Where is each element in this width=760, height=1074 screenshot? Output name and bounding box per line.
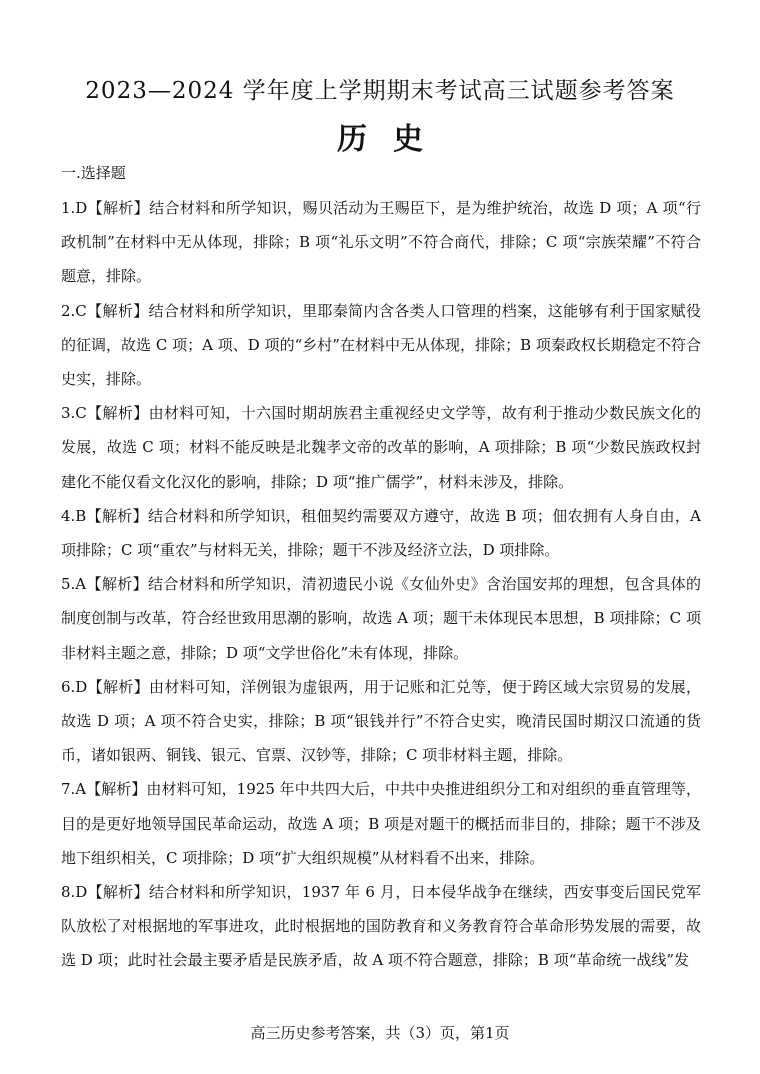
answer-item-5: 5.A【解析】结合材料和所学知识，清初遗民小说《女仙外史》含治国安邦的理想，包含具体的制度创制与改革，符合经世致用思潮的影响，故选 A 项；题干未体现民本思想，B 项排除；C 项非材料主题之意，排除；D 项“文学世俗化”未有体现，排除。	[61, 575, 701, 662]
page-title: 2023—2024 学年度上学期期末考试高三试题参考答案	[85, 78, 675, 104]
subject-heading: 历史	[337, 122, 449, 157]
answer-item-1: 1.D【解析】结合材料和所学知识，赐贝活动为王赐臣下，是为维护统治，故选 D 项；A 项“行政机制”在材料中无从体现，排除；B 项“礼乐文明”不符合商代，排除；C 项“宗族荣耀”不符合题意，排除。	[61, 199, 701, 286]
page-footer: 高三历史参考答案，共（3）页，第1页	[250, 1024, 510, 1042]
answer-item-3: 3.C【解析】由材料可知，十六国时期胡族君主重视经史文学等，故有利于推动少数民族文化的发展，故选 C 项；材料不能反映是北魏孝文帝的改革的影响，A 项排除；B 项“少数民族政权封建化不能仅看文化汉化的影响，排除；D 项“推广儒学”，材料未涉及，排除。	[61, 404, 701, 491]
answer-item-6: 6.D【解析】由材料可知，洋例银为虚银两，用于记账和汇兑等，便于跨区域大宗贸易的发展，故选 D 项；A 项不符合史实，排除；B 项“银钱并行”不符合史实，晚清民国时期汉口流通的货币，诸如银两、铜钱、银元、官票、汉钞等，排除；C 项非材料主题，排除。	[61, 677, 701, 765]
answer-item-8: 8.D【解析】结合材料和所学知识，1937 年 6 月，日本侵华战争在继续，西安事变后国民党军队放松了对根据地的军事进攻，此时根据地的国防教育和义务教育符合革命形势发展的需要，故选 D 项；此时社会最主要矛盾是民族矛盾，故 A 项不符合题意，排除；B 项“革命统一战线”发	[61, 883, 701, 970]
answer-item-4: 4.B【解析】结合材料和所学知识，租佃契约需要双方遵守，故选 B 项；佃农拥有人身自由，A 项排除；C 项“重农”与材料无关，排除；题干不涉及经济立法，D 项排除。	[61, 506, 701, 560]
answer-item-7: 7.A【解析】由材料可知，1925 年中共四大后，中共中央推进组织分工和对组织的垂直管理等，目的是更好地领导国民革命运动，故选 A 项；B 项是对题干的概括而非目的，排除；题干不涉及地下组织相关，C 项排除；D 项“扩大组织规模”从材料看不出来，排除。	[61, 780, 701, 867]
answer-list	[61, 191, 701, 978]
answer-item-2: 2.C【解析】结合材料和所学知识，里耶秦简内含各类人口管理的档案，这能够有利于国家赋役的征调，故选 C 项；A 项、D 项的“乡村”在材料中无从体现，排除；B 项秦政权长期稳定不符合史实，排除。	[61, 301, 701, 389]
section-heading: 一.选择题	[61, 164, 126, 182]
